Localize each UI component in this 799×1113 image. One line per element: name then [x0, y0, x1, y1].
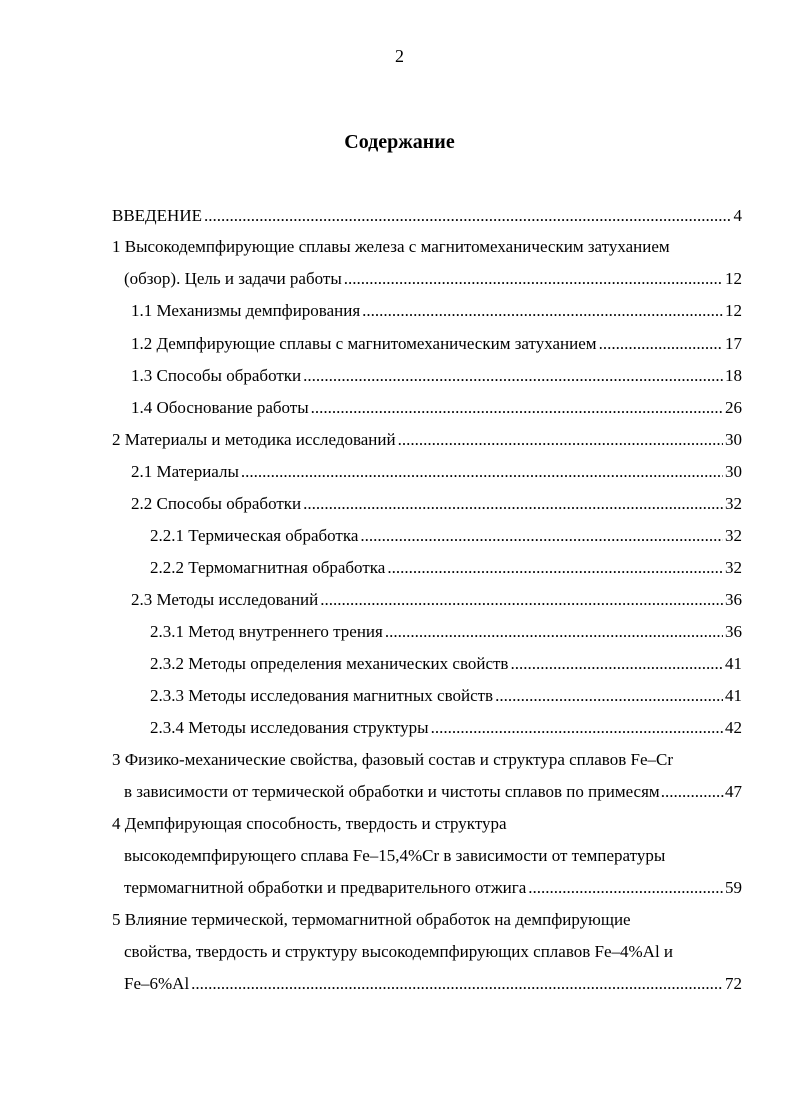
toc-entry-title: 2.1 Материалы [131, 462, 239, 481]
toc-entry-page: 4 [733, 206, 742, 225]
page-number: 2 [395, 46, 404, 66]
toc-entry [150, 621, 742, 643]
toc-entry-page: 30 [725, 430, 742, 449]
toc-entry-title: 2.2.1 Термическая обработка [150, 526, 359, 545]
toc-entry-title: 2.3 Методы исследований [131, 590, 319, 609]
toc-entry-title: 2 Материалы и методика исследований [112, 430, 396, 449]
toc-entry-title: высокодемпфирующего сплава Fe–15,4%Cr в зависимости от температуры [124, 846, 666, 865]
toc-leader [344, 268, 723, 290]
toc-entry-title: 1.1 Механизмы демпфирования [131, 301, 361, 320]
toc-entry-title: 1.3 Способы обработки [131, 366, 302, 385]
toc-entry-title: 1 Высокодемпфирующие сплавы железа с магнитомеханическим затуханием [112, 237, 670, 256]
toc-entry-page: 18 [725, 366, 742, 385]
toc-leader [398, 429, 723, 451]
toc-entry-page: 32 [725, 526, 742, 545]
toc-entry-title: свойства, твердость и структуру высокодемпфирующих сплавов Fe–4%Al и [124, 942, 674, 961]
toc-entry-title: 1.4 Обоснование работы [131, 398, 309, 417]
toc-entry-title: Fe–6%Al [124, 974, 190, 993]
toc-entry-title: термомагнитной обработки и предварительного отжига [124, 878, 527, 897]
toc-leader [510, 653, 723, 675]
toc-entry [131, 493, 742, 515]
toc-entry-title: 2.2.2 Термомагнитная обработка [150, 558, 386, 577]
toc-entry-title: ВВЕДЕНИЕ [112, 206, 202, 225]
toc-entry [112, 205, 742, 227]
toc-entry-page: 30 [725, 462, 742, 481]
toc-leader [599, 333, 723, 355]
toc-entry-title: 2.3.1 Метод внутреннего трения [150, 622, 383, 641]
toc-leader [191, 973, 723, 995]
toc-entry-page: 36 [725, 590, 742, 609]
toc-entry [112, 813, 742, 835]
toc-entry [124, 973, 742, 995]
toc-entry [124, 781, 742, 803]
toc-entry [131, 333, 742, 355]
toc-leader [385, 621, 723, 643]
toc-leader [320, 589, 723, 611]
toc-entry-title: 1.2 Демпфирующие сплавы с магнитомеханическим затуханием [131, 334, 597, 353]
toc-entry [150, 525, 742, 547]
toc-entry-page: 12 [725, 269, 742, 288]
toc-entry [150, 653, 742, 675]
toc-leader [303, 365, 723, 387]
toc-entry [131, 397, 742, 419]
toc-entry-page: 32 [725, 494, 742, 513]
toc-entry [124, 941, 742, 963]
toc-entry [112, 909, 742, 931]
toc-entry-page: 17 [725, 334, 742, 353]
toc-entry-page: 59 [725, 878, 742, 897]
toc-entry-title: (обзор). Цель и задачи работы [124, 269, 342, 288]
toc-leader [661, 781, 724, 803]
toc-entry-page: 32 [725, 558, 742, 577]
toc-leader [387, 557, 723, 579]
toc-entry [150, 685, 742, 707]
toc-leader [303, 493, 723, 515]
toc-entry-title: 5 Влияние термической, термомагнитной обработок на демпфирующие [112, 910, 631, 929]
toc-entry-page: 41 [725, 686, 742, 705]
toc-leader [528, 877, 723, 899]
toc-entry-page: 36 [725, 622, 742, 641]
toc-entry-page: 72 [725, 974, 742, 993]
toc-entry [124, 877, 742, 899]
toc-entry [131, 365, 742, 387]
toc-leader [495, 685, 723, 707]
page-title: Содержание [344, 131, 455, 153]
toc-entry [112, 236, 742, 258]
toc-leader [362, 300, 723, 322]
toc-leader [360, 525, 723, 547]
toc-entry-title: 2.3.3 Методы исследования магнитных свойств [150, 686, 494, 705]
toc-entry [112, 749, 742, 771]
toc-entry [124, 845, 742, 867]
toc-entry-title: в зависимости от термической обработки и чистоты сплавов по примесям [124, 782, 660, 801]
toc-entry-page: 47 [725, 782, 742, 801]
toc-entry [124, 268, 742, 290]
toc-entry [131, 589, 742, 611]
toc-entry [150, 717, 742, 739]
toc-leader [431, 717, 723, 739]
toc-leader [311, 397, 723, 419]
toc-entry-page: 12 [725, 301, 742, 320]
toc-entry-title: 4 Демпфирующая способность, твердость и структура [112, 814, 507, 833]
toc-entry-page: 42 [725, 718, 742, 737]
toc-entry-page: 26 [725, 398, 742, 417]
toc-leader [241, 461, 723, 483]
toc-entry-title: 2.3.4 Методы исследования структуры [150, 718, 429, 737]
toc-entry-title: 3 Физико-механические свойства, фазовый состав и структура сплавов Fe–Cr [112, 750, 673, 769]
toc-entry-page: 41 [725, 654, 742, 673]
toc-entry [131, 300, 742, 322]
toc-entry [112, 429, 742, 451]
toc-entry-title: 2.2 Способы обработки [131, 494, 302, 513]
toc-entry [150, 557, 742, 579]
toc-entry [131, 461, 742, 483]
toc-entry-title: 2.3.2 Методы определения механических свойств [150, 654, 509, 673]
toc-leader [204, 205, 732, 227]
